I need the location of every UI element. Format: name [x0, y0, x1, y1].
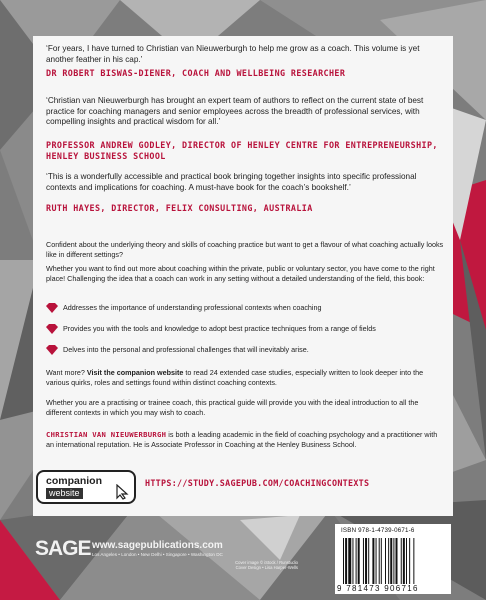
- barcode-bar: [388, 538, 389, 584]
- quote-attribution: RUTH HAYES, DIRECTOR, FELIX CONSULTING, AUSTRALIA: [46, 203, 313, 213]
- intro-paragraph: Confident about the underlying theory and skills of coaching practice but want to get a flavour of what coaching actually looks like in different settings?: [46, 240, 444, 260]
- barcode-bar: [396, 538, 398, 584]
- companion-label: companion: [46, 475, 103, 487]
- cover-design-credit: Cover Design • Lisa Harper-Wells: [235, 565, 298, 571]
- want-more-lead: Want more?: [46, 368, 87, 377]
- barcode-graphic: [343, 538, 443, 584]
- barcode-bar: [379, 538, 380, 584]
- barcode-bar: [365, 538, 367, 584]
- publisher-url[interactable]: www.sagepublications.com: [92, 540, 223, 551]
- quote-text: ‘Christian van Nieuwerburgh has brought an expert team of authors to reflect on the current state of best practice for coaching managers and senior employees across the breadth of professional services, with compelling insights and practical wisdom for all.’: [46, 96, 424, 126]
- quote-text: ‘This is a wonderfully accessible and practical book bringing together insights into specific professional contexts and implications for coaching. A must-have book for the coach’s bookshelf.’: [46, 172, 417, 192]
- bullet-text: Delves into the personal and professional challenges that will inevitably arise.: [63, 345, 309, 354]
- barcode-bar: [393, 538, 394, 584]
- companion-website-link-text[interactable]: Visit the companion website: [86, 368, 184, 377]
- want-more-rest: to read 24 extended case studies, especially written to look deeper into the various quirks, roles and settings found within distinct coaching contexts.: [46, 368, 424, 388]
- cover-image-credit: Cover image © iStock / Runstudio: [235, 560, 298, 565]
- website-label: website: [46, 488, 83, 499]
- cover-credits: [178, 560, 298, 571]
- barcode-bar: [376, 538, 377, 584]
- barcode-bar: [406, 538, 407, 584]
- companion-website-badge[interactable]: [36, 470, 136, 504]
- audience-paragraph: Whether you are a practising or trainee coach, this practical guide will provide you with the ideal introduction to all the different contexts in which you may wish to coach.: [46, 398, 419, 418]
- bullet-text: Provides you with the tools and knowledge to adopt best practice techniques from a range of fields: [63, 324, 376, 333]
- author-bio-text: is both a leading academic in the field of coaching psychology and a practitioner with an international reputation. He is Associate Professor in Coaching at the Henley Business School.: [46, 430, 438, 450]
- gem-bullet-icon: [46, 345, 58, 355]
- companion-url[interactable]: HTTPS://STUDY.SAGEPUB.COM/COACHINGCONTEXTS: [145, 478, 370, 488]
- bullet-item: [46, 302, 446, 314]
- barcode-bar: [358, 538, 360, 584]
- quote-attribution: PROFESSOR ANDREW GODLEY, DIRECTOR OF HENLEY CENTRE FOR ENTREPRENEURSHIP, HENLEY BUSINESS SCHOOL: [46, 140, 438, 161]
- barcode-bar: [352, 538, 353, 584]
- barcode-bar: [385, 538, 386, 584]
- barcode-number: 9 781473 906716: [337, 584, 419, 593]
- quote-text: ‘For years, I have turned to Christian van Nieuwerburgh to help me grow as a coach. This volume is yet another feather in his cap.’: [46, 44, 420, 64]
- barcode-bar: [356, 538, 357, 584]
- barcode-panel: [335, 524, 451, 594]
- barcode-bar: [372, 538, 374, 584]
- barcode-bar: [343, 538, 344, 584]
- bullet-item: [46, 344, 446, 356]
- author-bio: [46, 430, 446, 451]
- quote-attribution: DR ROBERT BISWAS-DIENER, COACH AND WELLBEING RESEARCHER: [46, 68, 346, 78]
- barcode-bar: [403, 538, 405, 584]
- author-name: CHRISTIAN VAN NIEUWERBURGH: [46, 430, 167, 439]
- bullet-item: [46, 323, 446, 335]
- description-paragraph: Whether you want to find out more about coaching within the private, public or voluntary sector, you have come to the right place! Challenging the idea that a coach can work in any setting without a detailed understanding of the field, this book:: [46, 264, 435, 284]
- barcode-bar: [381, 538, 382, 584]
- barcode-bar: [401, 538, 402, 584]
- bullet-text: Addresses the importance of understanding professional contexts when coaching: [63, 303, 322, 312]
- want-more-paragraph: [46, 368, 446, 389]
- barcode-bar: [409, 538, 410, 584]
- barcode-bar: [368, 538, 369, 584]
- barcode-bar: [348, 538, 351, 584]
- isbn-text: ISBN 978-1-4739-0671-6: [341, 527, 415, 534]
- barcode-bar: [345, 538, 347, 584]
- gem-bullet-icon: [46, 324, 58, 334]
- barcode-bar: [390, 538, 392, 584]
- gem-bullet-icon: [46, 303, 58, 313]
- sage-logo: SAGE: [35, 537, 91, 560]
- barcode-bar: [363, 538, 364, 584]
- publisher-cities: Los Angeles • London • New Delhi • Singapore • Washington DC: [92, 552, 223, 557]
- cursor-arrow-icon: [116, 484, 130, 500]
- barcode-bar: [413, 538, 414, 584]
